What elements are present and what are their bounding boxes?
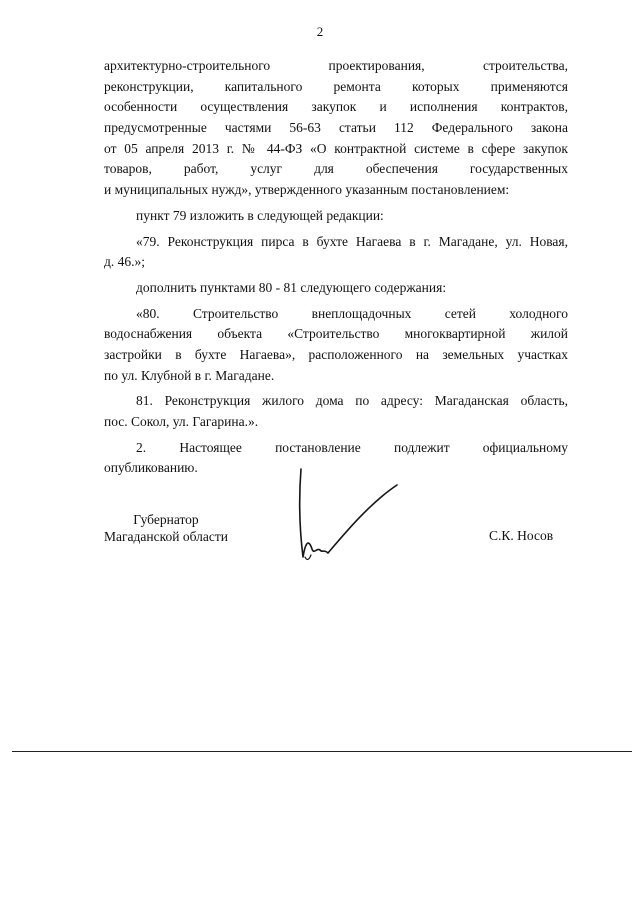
text-line: «79. Реконструкция пирса в бухте Нагаева в г. Магадане, ул. Новая, [136,233,568,249]
handwritten-signature [285,465,405,575]
page-number: 2 [316,24,324,39]
text-line: пункт 79 изложить в следующей редакции: [136,207,384,223]
paragraph-item-80 [104,304,568,387]
paragraph-items-80-81-instruction [104,278,568,299]
text-line: и муниципальных нужд», утвержденного указанным постановлением: [104,182,510,198]
text-line: дополнить пунктами 80 - 81 следующего содержания: [136,279,447,295]
paragraph-intro [104,56,568,201]
paragraph-item-79 [104,232,568,273]
paragraph-item-79-instruction [104,206,568,227]
text-line: 81. Реконструкция жилого дома по адресу: Магаданская область, [136,393,568,409]
text-line: от 05 апреля 2013 г. № 44-ФЗ «О контрактной системе в сфере закупок [104,140,568,156]
paragraph-item-81 [104,391,568,432]
signatory-name: С.К. Носов [489,528,554,543]
signatory-title [96,511,236,545]
text-line: застройки в бухте Нагаева», расположенного на земельных участках [104,346,568,362]
text-line: д. 46.»; [104,254,145,270]
text-line: «80. Строительство внеплощадочных сетей холодного [136,305,568,321]
text-line: опубликованию. [104,460,198,476]
text-line: особенности осуществления закупок и исполнения контрактов, [104,99,568,115]
text-line: товаров, работ, услуг для обеспечения государственных [104,161,568,177]
text-line: предусмотренные частями 56-63 статьи 112 Федерального закона [104,120,568,136]
text-line: реконструкции, капитального ремонта которых применяются [104,78,568,94]
footer-rule [12,751,632,752]
signatory-title-line: Губернатор [133,512,199,527]
text-line: по ул. Клубной в г. Магадане. [104,367,275,383]
text-line: пос. Сокол, ул. Гагарина.». [104,414,259,429]
signatory-title-line: Магаданской области [104,529,228,544]
text-line: водоснабжения объекта «Строительство многоквартирной жилой [104,326,568,342]
document-body [104,56,568,479]
text-line: архитектурно-строительного проектирования, строительства, [104,58,568,73]
text-line: 2. Настоящее постановление подлежит официальному [136,439,568,455]
